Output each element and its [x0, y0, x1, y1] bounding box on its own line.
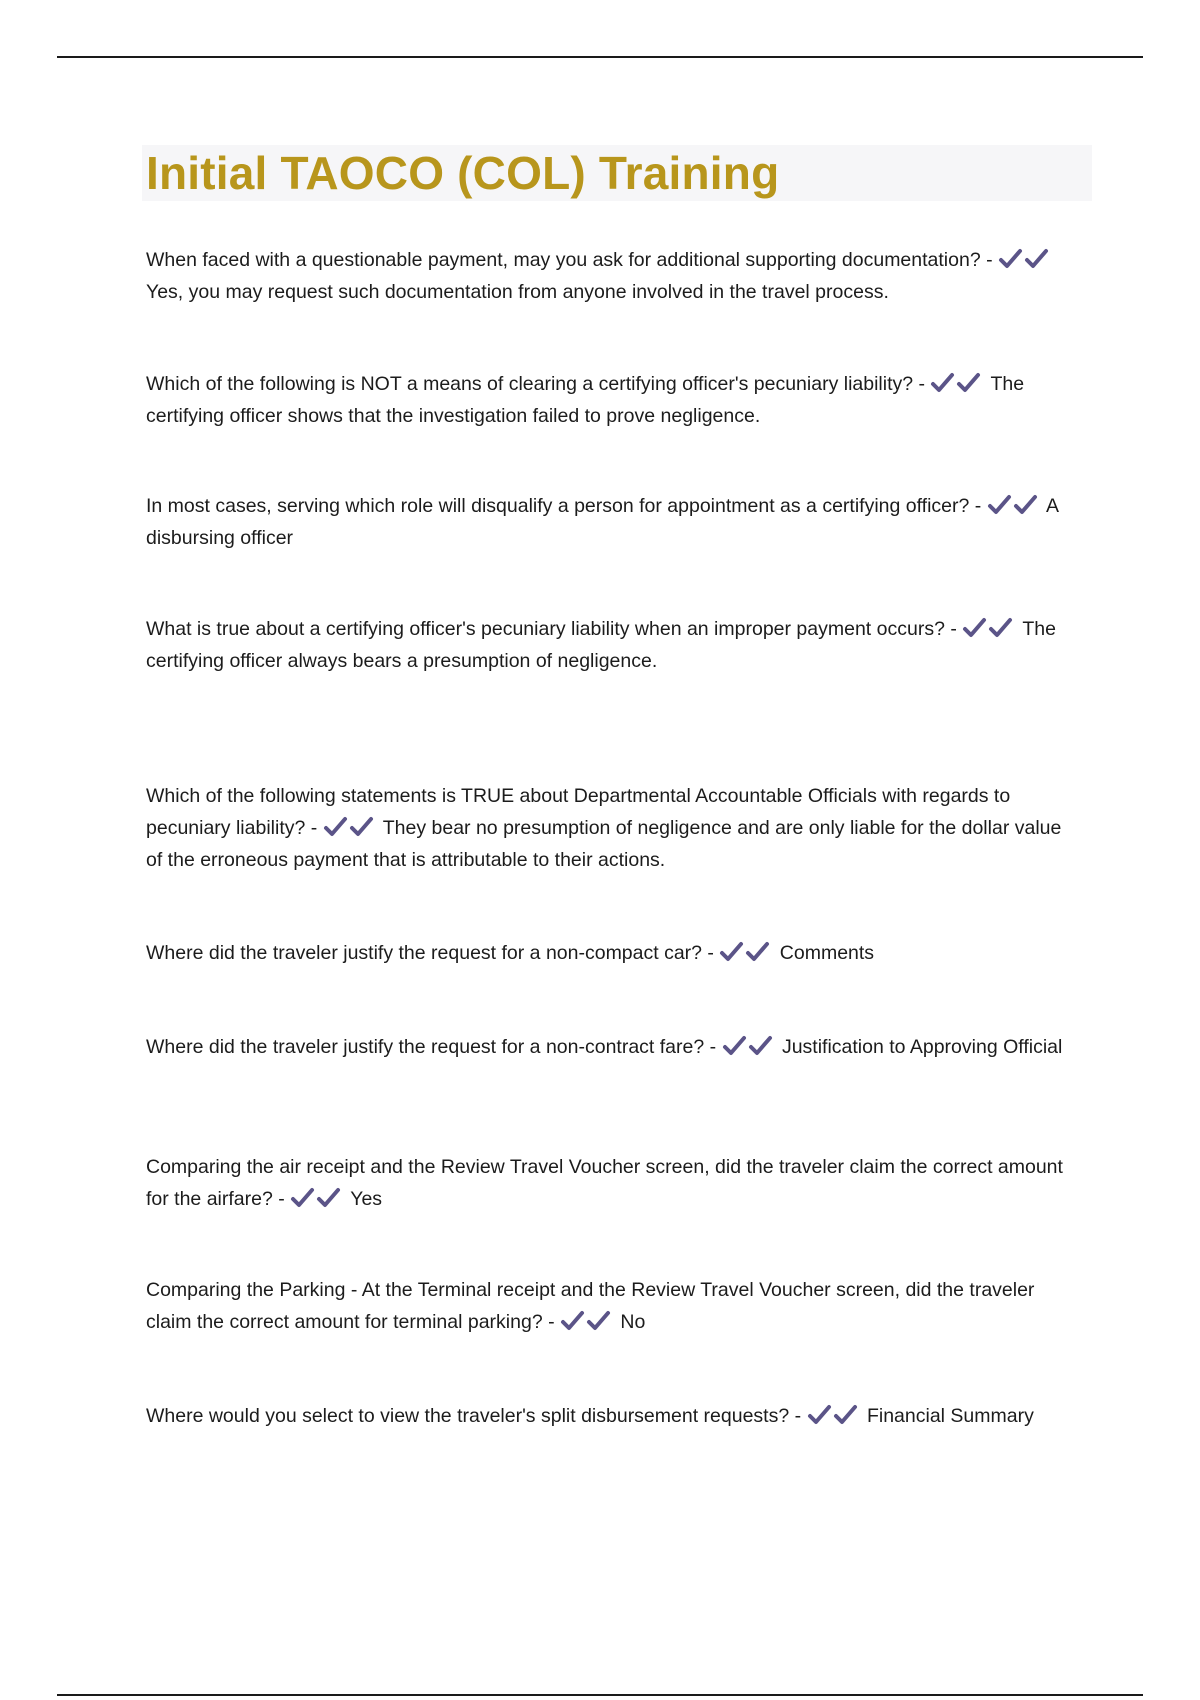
answer-text: Justification to Approving Official — [781, 1036, 1063, 1058]
footer-rule — [57, 1694, 1143, 1696]
check-icon — [962, 617, 988, 639]
double-check-icon — [560, 1306, 612, 1338]
question-text: Which of the following is NOT a means of clearing a certifying officer's pecuniary liability? - — [146, 373, 926, 395]
double-check-icon — [807, 1400, 859, 1432]
check-icon — [1013, 494, 1039, 516]
check-icon — [316, 1187, 342, 1209]
check-icon — [323, 816, 349, 838]
double-check-icon — [722, 1031, 774, 1063]
qa-item — [146, 368, 1076, 432]
answer-text: The certifying officer always bears a presumption of negligence. — [146, 618, 1056, 672]
double-check-icon — [719, 937, 771, 969]
check-icon — [349, 816, 375, 838]
check-icon — [748, 1035, 774, 1057]
check-icon — [745, 941, 771, 963]
answer-text: Financial Summary — [866, 1405, 1034, 1427]
qa-item — [146, 244, 1076, 308]
qa-item — [146, 780, 1076, 876]
question-text: Where did the traveler justify the request for a non-contract fare? - — [146, 1036, 717, 1058]
qa-item — [146, 1400, 1076, 1432]
qa-item — [146, 1274, 1076, 1338]
check-icon — [988, 617, 1014, 639]
answer-text: Yes, you may request such documentation from anyone involved in the travel process. — [146, 281, 889, 303]
check-icon — [560, 1310, 586, 1332]
check-icon — [807, 1404, 833, 1426]
check-icon — [290, 1187, 316, 1209]
qa-item — [146, 1031, 1076, 1063]
answer-text: Comments — [779, 942, 875, 964]
check-icon — [998, 248, 1024, 270]
answer-text: Yes — [350, 1188, 383, 1210]
check-icon — [956, 372, 982, 394]
answer-text: No — [620, 1311, 646, 1333]
qa-item — [146, 937, 1076, 969]
header-rule — [57, 56, 1143, 58]
double-check-icon — [323, 812, 375, 844]
question-text: What is true about a certifying officer's pecuniary liability when an improper payment occurs? - — [146, 618, 957, 640]
page-title: Initial TAOCO (COL) Training — [146, 147, 780, 199]
double-check-icon — [930, 368, 982, 400]
double-check-icon — [962, 613, 1014, 645]
double-check-icon — [998, 244, 1050, 276]
question-text: In most cases, serving which role will disqualify a person for appointment as a certifying officer? - — [146, 495, 982, 517]
double-check-icon — [290, 1183, 342, 1215]
question-text: Where did the traveler justify the request for a non-compact car? - — [146, 942, 714, 964]
check-icon — [586, 1310, 612, 1332]
check-icon — [987, 494, 1013, 516]
question-text: Comparing the Parking - At the Terminal receipt and the Review Travel Voucher screen, did the traveler claim the correct amount for terminal parking? - — [146, 1279, 1035, 1333]
question-text: When faced with a questionable payment, may you ask for additional supporting documentation? - — [146, 249, 993, 271]
question-text: Which of the following statements is TRUE about Departmental Accountable Officials with regards to pecuniary liability? - — [146, 785, 1011, 839]
check-icon — [930, 372, 956, 394]
qa-item — [146, 613, 1076, 677]
question-text: Where would you select to view the traveler's split disbursement requests? - — [146, 1405, 802, 1427]
check-icon — [1024, 248, 1050, 270]
check-icon — [722, 1035, 748, 1057]
check-icon — [833, 1404, 859, 1426]
qa-item — [146, 1151, 1076, 1215]
answer-text: They bear no presumption of negligence and are only liable for the dollar value of the erroneous payment that is attributable to their actions. — [146, 817, 1062, 871]
qa-item — [146, 490, 1076, 554]
question-text: Comparing the air receipt and the Review Travel Voucher screen, did the traveler claim the correct amount for the airfare? - — [146, 1156, 1063, 1210]
answer-text: A disbursing officer — [146, 495, 1058, 549]
check-icon — [719, 941, 745, 963]
answer-text: The certifying officer shows that the investigation failed to prove negligence. — [146, 373, 1025, 427]
double-check-icon — [987, 490, 1039, 522]
